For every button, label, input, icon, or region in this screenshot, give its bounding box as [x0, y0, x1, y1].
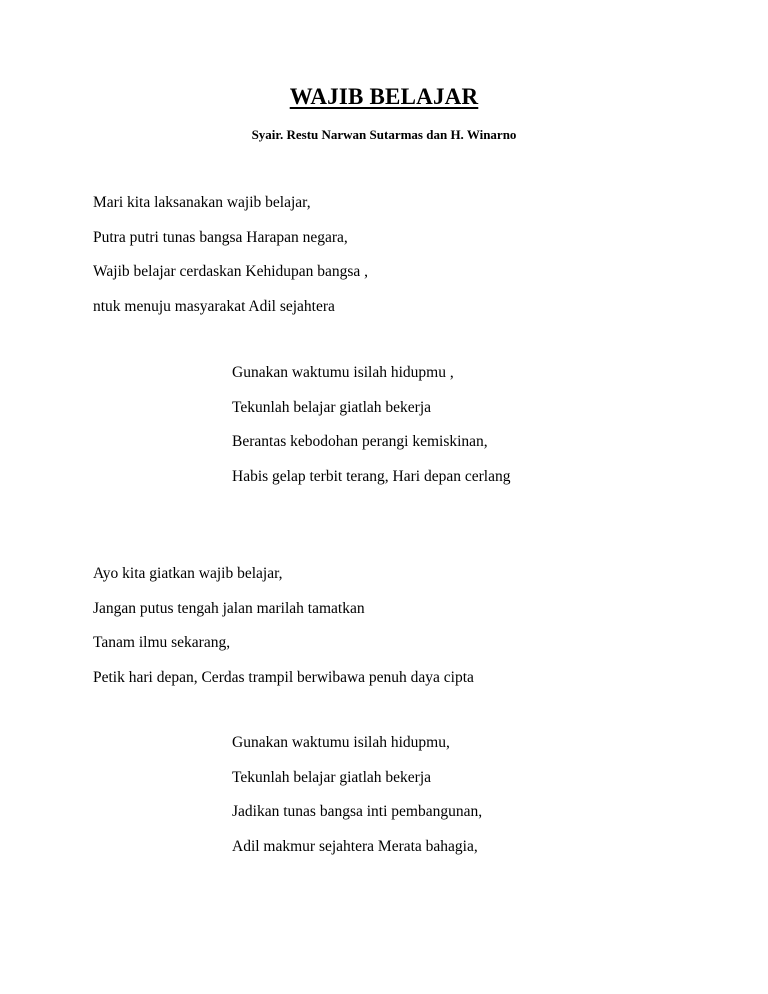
stanza-line: Tanam ilmu sekarang,: [93, 634, 231, 651]
stanza-1: [93, 186, 368, 324]
stanza-line: Petik hari depan, Cerdas trampil berwibawa penuh daya cipta: [93, 668, 474, 686]
stanza-line: Gunakan waktumu isilah hidupmu ,: [232, 364, 454, 381]
stanza-line: Wajib belajar cerdaskan Kehidupan bangsa ,: [93, 263, 369, 280]
stanza-3: [93, 557, 474, 695]
stanza-line: Habis gelap terbit terang, Hari depan cerlang: [232, 467, 511, 485]
stanza-2: [232, 356, 510, 494]
stanza-line: Adil makmur sejahtera Merata bahagia,: [232, 837, 478, 855]
stanza-line: Jadikan tunas bangsa inti pembangunan,: [232, 803, 483, 820]
stanza-line: Tekunlah belajar giatlah bekerja: [232, 398, 432, 416]
stanza-line: Mari kita laksanakan wajib belajar,: [93, 194, 311, 211]
document-title: WAJIB BELAJAR: [289, 84, 479, 109]
stanza-line: Berantas kebodohan perangi kemiskinan,: [232, 433, 488, 450]
stanza-line: Jangan putus tengah jalan marilah tamatkan: [93, 599, 365, 617]
stanza-line: Ayo kita giatkan wajib belajar,: [93, 565, 283, 582]
stanza-line: ntuk menuju masyarakat Adil sejahtera: [93, 297, 335, 315]
stanza-4: [232, 726, 482, 864]
author-byline: Syair. Restu Narwan Sutarmas dan H. Winarno: [251, 127, 517, 142]
stanza-line: Gunakan waktumu isilah hidupmu,: [232, 734, 450, 751]
stanza-line: Tekunlah belajar giatlah bekerja: [232, 768, 432, 786]
stanza-line: Putra putri tunas bangsa Harapan negara,: [93, 228, 348, 246]
